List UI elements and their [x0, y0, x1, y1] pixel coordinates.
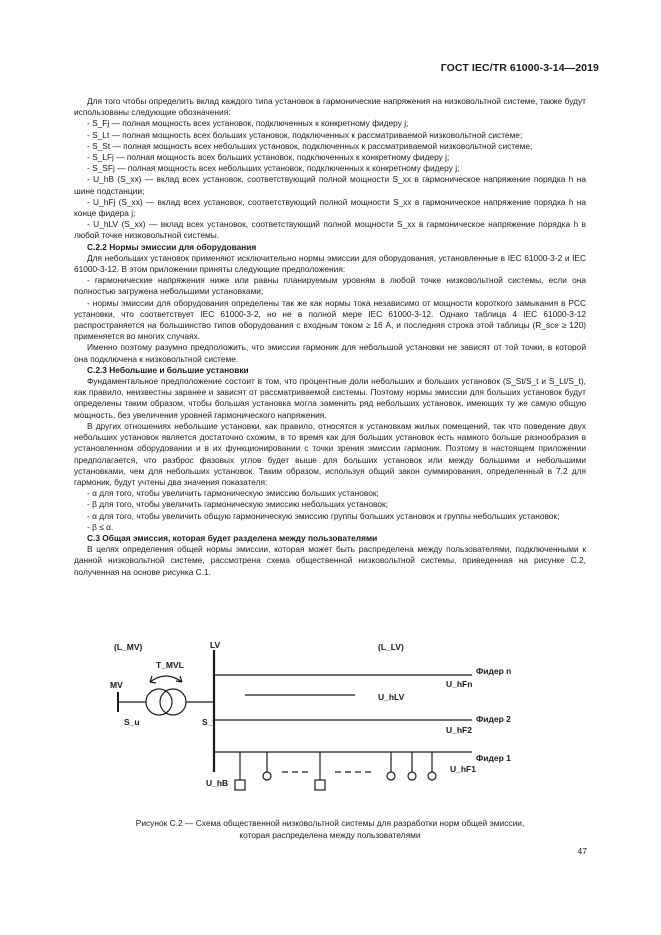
- small-load-icon: [408, 772, 416, 780]
- paragraph: Именно поэтому разумно предположить, что эмиссии гармоник для небольшой установки не зависят от той точки, в которой она подключена к низковольтной системе.: [74, 342, 586, 364]
- section-c3-title: С.3 Общая эмиссия, которая будет разделена между пользователями: [87, 532, 378, 543]
- bullet-item: - нормы эмиссии для оборудования определены так же как нормы тока независимо от мощности короткого замыкания в PCC установки, что соответствует IEC 61000-3-2, но не в полной мере IEC 61000-3-12. Однако таблица 4 IEC 61000-3-12 распространяется на большинство типов оборудования с входным током ≥ 16 А, и последняя строка этой таблицы (R_sce ≥ 120) применяется во многих случаях.: [74, 297, 586, 342]
- standard-header: ГОСТ IEC/TR 61000-3-14—2019: [440, 62, 599, 74]
- small-load-icon: [387, 772, 395, 780]
- small-load-icon: [263, 772, 271, 780]
- page-number: 47: [577, 846, 587, 856]
- large-load-box-icon: [315, 780, 325, 790]
- transformer-winding-2: [160, 689, 186, 715]
- intro-paragraph: Для того чтобы определить вклад каждого типа установок в гармонические напряжения на низковольтной системе, также будут использованы следующие обозначения:: [74, 96, 586, 118]
- label-uhlv: U_hLV: [378, 692, 405, 702]
- label-mv: MV: [110, 680, 123, 690]
- feeder-2-label: Фидер 2: [476, 714, 511, 724]
- caption-line-2: которая распределена между пользователями: [239, 829, 421, 840]
- def-item: - U_hFj (S_xx) — вклад всех установок, соответствующий полной мощности S_xx в гармоническое напряжение порядка h на конце фидера j;: [74, 196, 586, 219]
- label-tmvl: T_MVL: [156, 660, 184, 670]
- def-item: - S_St — полная мощность всех небольших установок, подключенных к рассматриваемой низковольтной системе;: [87, 140, 533, 151]
- feeder-2-voltage: U_hF2: [446, 725, 472, 735]
- caption-line-1: Рисунок С.2 — Схема общественной низковольтной системы для разработки норм общей эмиссии,: [135, 818, 525, 828]
- definitions-list: [74, 118, 586, 241]
- section-c23-title: С.2.3 Небольшие и большие установки: [87, 364, 249, 375]
- label-uhb: U_hB: [206, 778, 229, 788]
- large-load-box-icon: [235, 780, 245, 790]
- transformer-winding-1: [146, 689, 172, 715]
- bullet-item: - β для того, чтобы увеличить гармоническую эмиссию небольших установок;: [87, 499, 388, 510]
- bullet-item: - гармонические напряжения ниже или равны планируемым уровням в любой точке низковольтной системы, если она полностью загружена небольшими установками;: [74, 275, 586, 297]
- paragraph: В целях определения общей нормы эмиссии, которая может быть распределена между пользователями, подключенными к данной низковольтной системе, рассмотрена схема общественной низковольтной системы, приведенная на рисунке С.2, полученная на основе рисунка С.1.: [74, 544, 586, 577]
- def-item: - S_LFj — полная мощность всех больших установок, подключенных к конкретному фидеру j;: [87, 152, 450, 163]
- def-item: - S_SFj — полная мощность всех небольших установок, подключенных к конкретному фидеру j;: [87, 163, 460, 174]
- bullet-item: - α для того, чтобы увеличить гармоническую эмиссию больших установок;: [87, 488, 379, 499]
- small-load-icon: [428, 772, 436, 780]
- def-item: - U_hB (S_xx) — вклад всех установок, соответствующий полной мощности S_xx в гармоническое напряжение порядка h на шине подстанции;: [74, 174, 586, 196]
- lv-system-diagram: [110, 640, 530, 800]
- label-st: S_t: [202, 717, 216, 727]
- def-item: - S_Fj — полная мощность всех установок, подключенных к конкретному фидеру j;: [87, 118, 409, 129]
- def-item: - U_hLV (S_xx) — вклад всех установок, соответствующий полной мощности S_xx в гармоническое напряжение порядка h в любой точке низковольтной системы.: [74, 219, 586, 241]
- label-su: S_u: [124, 717, 140, 727]
- feeder-n-voltage: U_hFn: [446, 679, 473, 689]
- label-lmv: (L_MV): [114, 642, 143, 652]
- document-body: [74, 96, 586, 578]
- label-llv: (L_LV): [378, 642, 404, 652]
- feeder-n-label: Фидер n: [476, 666, 512, 676]
- feeder-1-voltage: U_hF1: [450, 764, 476, 774]
- feeder-1-label: Фидер 1: [476, 753, 511, 763]
- section-c22-title: С.2.2 Нормы эмиссии для оборудования: [87, 241, 257, 252]
- paragraph: В других отношениях небольшие установки, как правило, относятся к установкам жилых помещений, так что поведение двух небольших установок является достаточно схожим, в то время как для больших установок есть намного больше разнообразия в установленном оборудовании и в их функционировании с точки зрения эмиссии гармоник. Поэтому в настоящем приложении предполагается, что разброс фазовых углов будет выше для больших установок или между большими и небольшими установками, чем для небольших установок. Таким образом, используя общий закон суммирования, определенный в 7.2 для гармоник, будут учтены два значения показателя:: [74, 420, 586, 487]
- bullet-item: - β ≤ α.: [87, 521, 114, 532]
- label-lv: LV: [210, 640, 221, 650]
- figure-caption: [74, 818, 586, 841]
- paragraph: Для небольших установок применяют исключительно нормы эмиссии для оборудования, установленные в IEC 61000-3-2 и IEC 61000-3-12. В этом приложении приняты следующие предположения:: [74, 252, 586, 275]
- paragraph: Фундаментальное предположение состоит в том, что процентные доли небольших и больших установок (S_St/S_t и S_Lt/S_t), как правило, неизвестны заранее и зависят от рассматриваемой системы. Поэтому нормы эмиссии для больших установок будут определены таким образом, чтобы большая установка могла заменить ряд небольших установок, имеющих ту же самую общую мощность, без увеличения уровней гармонического напряжения.: [74, 376, 586, 420]
- bullet-item: - α для того, чтобы увеличить общую гармоническую эмиссию группы больших установок и группы небольших установок;: [87, 510, 560, 521]
- def-item: - S_Lt — полная мощность всех больших установок, подключенных к рассматриваемой низковольтной системе;: [87, 129, 523, 140]
